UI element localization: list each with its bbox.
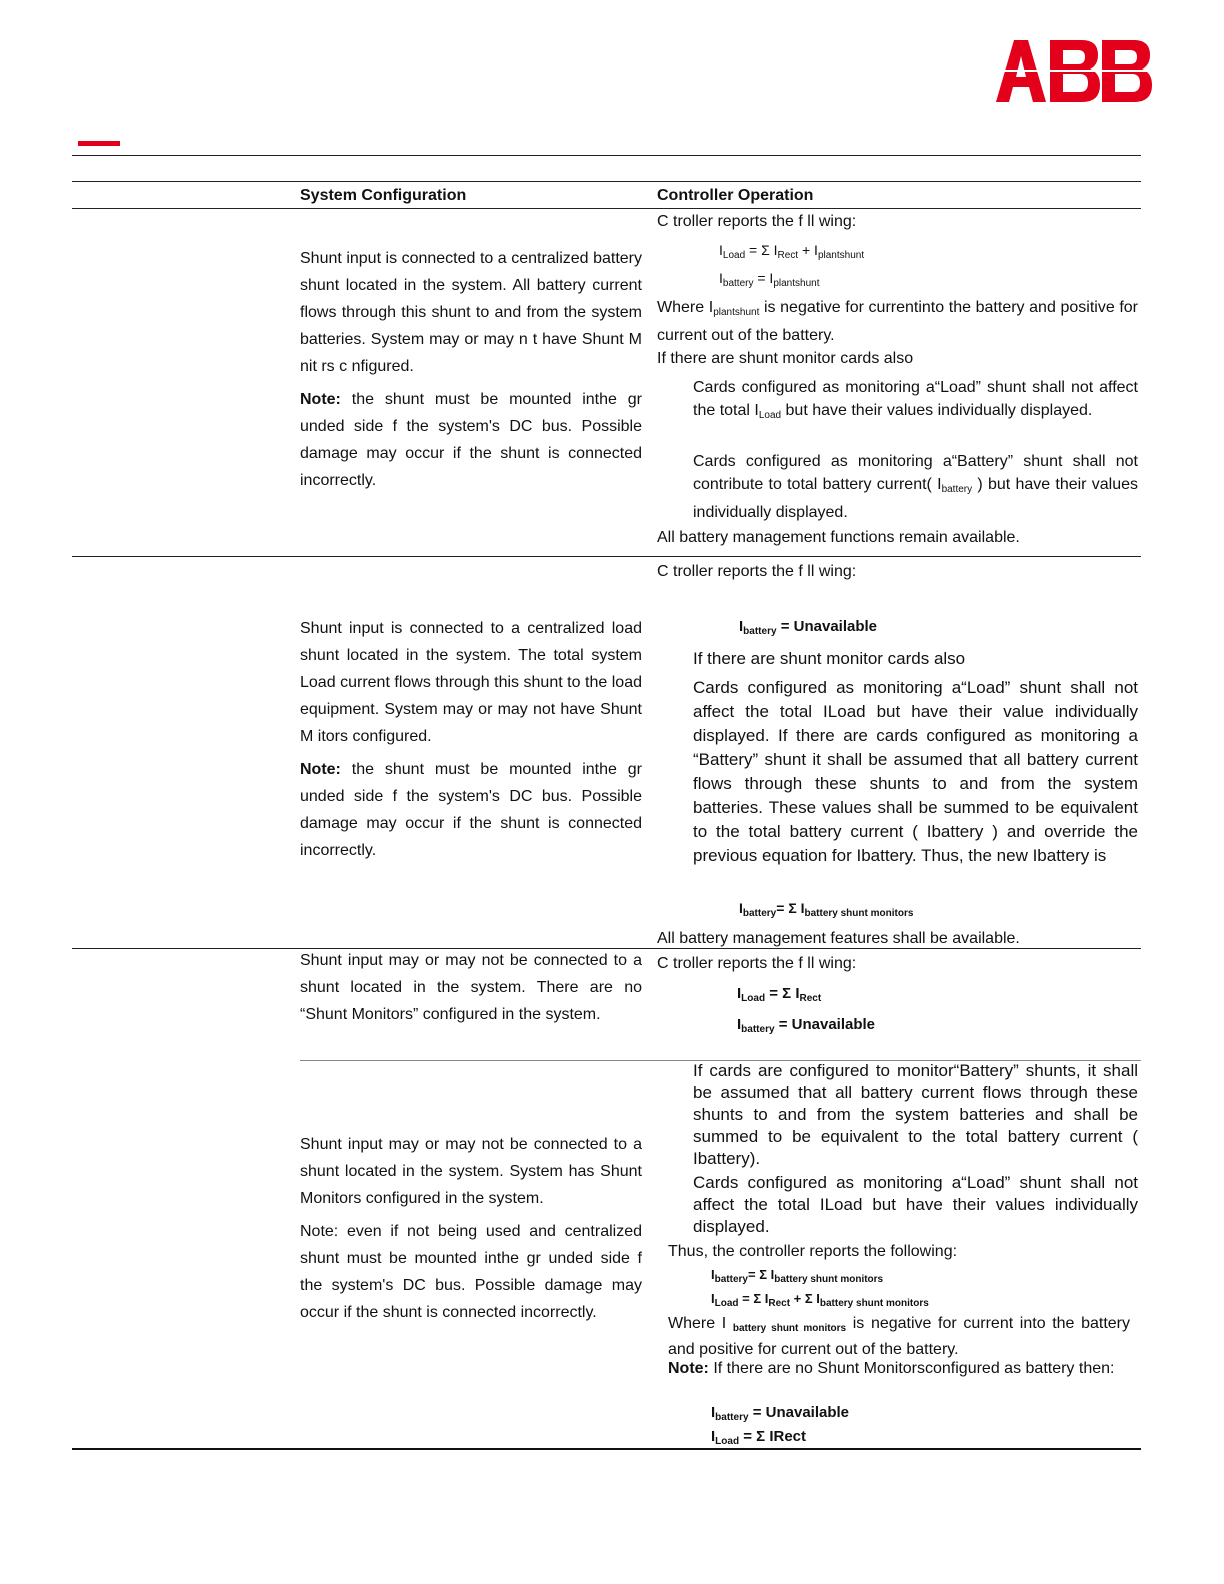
row4-thus: Thus, the controller reports the following: (668, 1243, 958, 1260)
row4-note2 (668, 1359, 1130, 1379)
eq-sub: Load (722, 250, 746, 261)
eq-op: = Σ I (765, 985, 800, 1002)
header-bottom-rule (72, 208, 1141, 209)
row2-if-cards: If there are shunt monitor cards also (693, 649, 966, 668)
row2-op-intro: C troller reports the f ll wing: (657, 563, 857, 580)
eq-sub: battery (715, 1412, 749, 1423)
eq-lhs: I (739, 900, 743, 916)
table-top-rule (72, 181, 1141, 182)
eq-sub: Load (715, 1436, 740, 1447)
eq-rhs: Σ IRect (756, 1428, 807, 1445)
row1-config (300, 245, 642, 494)
row4-eq-battery-unavailable (711, 1404, 849, 1423)
eq-lhs: I (711, 1404, 716, 1421)
row1-bottom-rule (72, 556, 1141, 557)
eq-lhs: I (737, 1016, 742, 1033)
eq-op: = Σ I (776, 900, 805, 916)
eq-sub: Rect (799, 993, 822, 1004)
eq-sub: battery (741, 1024, 775, 1035)
row2-body: Cards configured as monitoring a“Load” shunt shall not affect the total ILoad but have their value individually displayed. If there are cards configured as monitoring a “Battery” shunt it shall be assumed that all battery current flows through these shunts to and from the system batteries. These values shall be summed to be equivalent to the total battery current ( Ibattery ) and override the previous equation for Ibattery. Thus, the new Ibattery is (693, 678, 1138, 865)
row2-eq-battery (739, 618, 877, 637)
table-bottom-rule (72, 1448, 1141, 1450)
eq-sub: plantshunt (773, 278, 820, 289)
column-header-operation: Controller Operation (657, 187, 814, 204)
row3-eq-battery (737, 1016, 875, 1035)
row4-battery-cards: If cards are configured to monitor“Battery” shunts, it shall be assumed that all battery current flows through these shunts to and from the system batteries and shall be summed to be equivalent to the total battery current ( Ibattery). (693, 1061, 1138, 1168)
eq-op: = I (753, 270, 774, 286)
eq-lhs: I (719, 270, 723, 286)
row1-battery-cards (693, 450, 1138, 524)
load-text: Cards configured as monitoring a“Load” shunt shall not affect the total I (693, 379, 1138, 419)
row4-eq-battery (711, 1267, 883, 1285)
row1-eq-load (719, 242, 864, 261)
eq-sub: battery shunt monitors (774, 1274, 884, 1285)
eq-op: = Σ I (738, 1291, 769, 1306)
row4-eq-load-rect (711, 1428, 806, 1447)
eq-sub: Rect (768, 1298, 791, 1309)
row3-eq-load (737, 985, 821, 1004)
row3-config-text: Shunt input may or may not be connected to a shunt located in the system. There are no “Shunt Monitors” configured in the system. (300, 952, 642, 1023)
eq-sub: battery (742, 908, 777, 919)
eq-op: = (748, 1404, 766, 1421)
eq-lhs: I (711, 1428, 716, 1445)
row4-load-cards: Cards configured as monitoring a“Load” shunt shall not affect the total ILoad but have their values individually displayed. (693, 1173, 1138, 1236)
eq-op: + Σ I (790, 1291, 820, 1306)
batt-text: ) but have their values individually displayed. (693, 476, 1139, 521)
eq-op: = (776, 618, 794, 635)
row2-eq-battery-sum (739, 900, 913, 919)
eq-op: = Σ I (747, 1267, 775, 1282)
row1-config-text: Shunt input is connected to a centralized battery shunt located in the system. All battery current flows through this shunt to and from the system batteries. System may or may n t have Shunt M nit rs c nfigured. (300, 250, 642, 375)
row1-op-intro: C troller reports the f ll wing: (657, 213, 857, 230)
where-text: Where I (657, 299, 714, 316)
eq-sub: Load (758, 410, 782, 421)
eq-op: = Σ I (745, 242, 778, 258)
row2-note-text: the shunt must be mounted inthe gr unded side f the system's DC bus. Possible damage may occur if the shunt is connected incorrectly. (300, 761, 642, 859)
eq-lhs: I (711, 1267, 715, 1282)
row1-eq-battery (719, 270, 819, 289)
eq-op: = (774, 1016, 792, 1033)
where-text: is negative for currentinto the battery and positive for current out of the battery. (657, 299, 1139, 344)
eq-sub: battery (941, 484, 973, 495)
row4-note: Note: even if not being used and centralized shunt must be mounted inthe gr unded side f the system's DC bus. Possible damage may occur if the shunt is connected incorrectly. (300, 1223, 642, 1321)
row4-config-text: Shunt input may or may not be connected to a shunt located in the system. System has Shunt Monitors configured in the system. (300, 1136, 642, 1207)
row1-note-text: the shunt must be mounted inthe gr unded side f the system's DC bus. Possible damage may occur if the shunt is connected incorrectly. (300, 391, 642, 489)
eq-lhs: I (719, 242, 723, 258)
column-header-config: System Configuration (300, 187, 467, 204)
row1-note (300, 386, 642, 494)
row4-where (668, 1313, 1130, 1360)
row4-config (300, 1131, 642, 1326)
note-label: Note: (668, 1360, 709, 1377)
eq-sub: battery (714, 1274, 748, 1285)
eq-lhs: I (739, 618, 744, 635)
where-text: is negative for current into the battery and positive for current out of the battery. (668, 1315, 1131, 1358)
row1-where (657, 296, 1138, 347)
eq-op: = (739, 1428, 757, 1445)
header-rule (72, 155, 1141, 156)
abb-logo (996, 40, 1154, 102)
eq-rhs: Unavailable (791, 1016, 876, 1033)
where-text: Where I (668, 1315, 733, 1332)
eq-sub: battery shunt monitors (732, 1323, 847, 1334)
row2-config (300, 615, 642, 864)
eq-rhs: Unavailable (793, 618, 878, 635)
eq-sub: Load (714, 1298, 739, 1309)
row2-note (300, 756, 642, 864)
row2-all-features: All battery management features shall be available. (657, 930, 1020, 947)
eq-sub: battery shunt monitors (804, 908, 914, 919)
eq-sub: battery (743, 626, 777, 637)
eq-lhs: I (737, 985, 742, 1002)
row2-config-text: Shunt input is connected to a centralized load shunt located in the system. The total system Load current flows through this shunt to the load equipment. System may or may not have Shunt M itors configured. (300, 620, 642, 745)
load-text: but have their values individually displayed. (781, 402, 1093, 419)
eq-rhs: Unavailable (765, 1404, 850, 1421)
row1-note-label: Note: (300, 391, 341, 408)
eq-sub: plantshunt (713, 307, 760, 318)
row1-all-functions: All battery management functions remain available. (657, 529, 1020, 546)
row2-note-label: Note: (300, 761, 341, 778)
note-text: If there are no Shunt Monitorsconfigured as battery then: (708, 1360, 1115, 1377)
red-accent-bar (78, 141, 120, 146)
row4-eq-load (711, 1291, 929, 1309)
eq-lhs: I (711, 1291, 715, 1306)
row3-op-intro: C troller reports the f ll wing: (657, 955, 857, 972)
eq-sub: Rect (777, 250, 799, 261)
eq-sub: Load (741, 993, 766, 1004)
eq-op: + I (798, 242, 818, 258)
row1-if-cards: If there are shunt monitor cards also (657, 350, 914, 367)
eq-sub: plantshunt (817, 250, 865, 261)
row1-load-cards (693, 376, 1138, 427)
eq-sub: battery shunt monitors (819, 1298, 929, 1309)
batt-text: Cards configured as monitoring a“Battery” shunt shall not contribute to total battery current( I (693, 453, 1138, 493)
eq-sub: battery (722, 278, 754, 289)
